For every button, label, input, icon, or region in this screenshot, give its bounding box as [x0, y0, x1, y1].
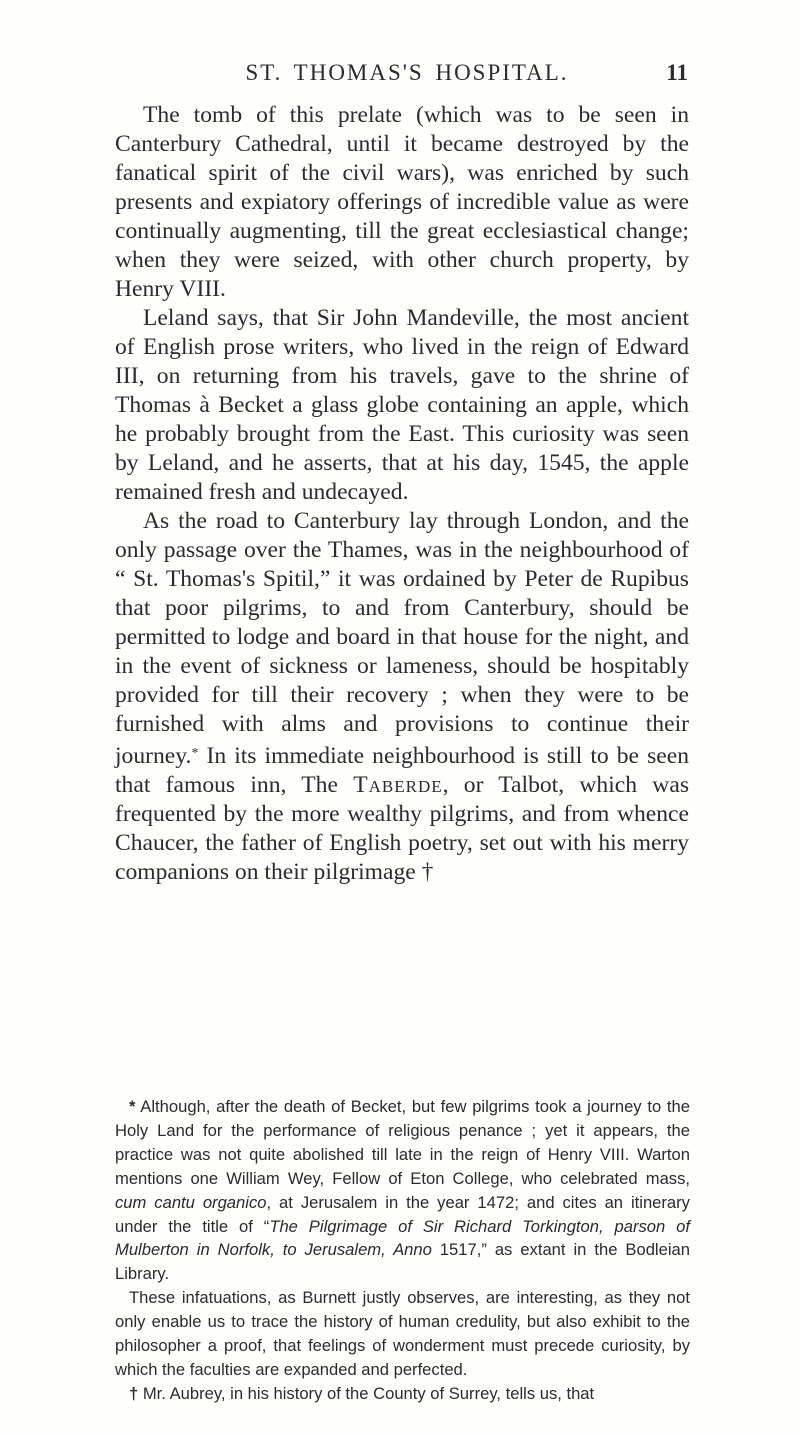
paragraph-leland: Leland says, that Sir John Mandeville, the most ancient of English prose writers, who lived in the reign of Edward III, on returning from his travels, gave to the shrine of Thomas à Becket a glass globe containing an apple, which he probably brought from the East. This curiosity was seen by Leland, and he asserts, that at his day, 1545, the apple remained fresh and undecayed.: [115, 305, 689, 505]
inn-name: Taberde: [353, 772, 443, 798]
running-head-title: ST. THOMAS'S HOSPITAL.: [245, 60, 569, 85]
footnote-reference-asterisk: *: [191, 746, 199, 761]
running-head: [186, 60, 688, 100]
footnote-mark: †: [129, 1383, 139, 1403]
body-text: [115, 101, 689, 887]
footnotes: [115, 1095, 690, 1406]
footnote-italic-title: The Pilgrimage of Sir Richard Torkington, parson of Mulberton in Norfolk, to Jerusalem, Anno: [115, 1216, 690, 1260]
footnote-reference-dagger: †: [421, 859, 434, 885]
footnote-text-part: Mr. Aubrey, in his history of the County of Surrey, tells us, that: [138, 1383, 595, 1403]
paragraph-text-part: As the road to Canterbury lay through London, and the only passage over the Thames, was in the neighbourhood of “ St. Thomas's Spitil,” it was ordained by Peter de Rupibus that poor pilgrims, to and from Canterbury, should be permitted to lodge and board in that house for the night, and in the event of sickness or lameness, should be hospitably provided for till their recovery ; when they were to be furnished with alms and provisions to continue their journey.: [115, 508, 689, 769]
footnote-mark: *: [129, 1097, 136, 1116]
paragraph-canterbury-road: [115, 507, 689, 887]
paragraph-text-part: In its immediate neighbourhood is still to be seen that famous inn, The: [115, 743, 689, 798]
footnote-dagger: [115, 1382, 690, 1406]
paragraph-tomb: The tomb of this prelate (which was to be seen in Canterbury Cathedral, until it became destroyed by the fanatical spirit of the civil wars), was enriched by such presents and expiatory offerings of incredible value as were continually augmenting, till the great ecclesiastical change; when they were seized, with other church property, by Henry VIII.: [115, 102, 689, 302]
footnote-italic-text: cum cantu organico: [115, 1192, 267, 1212]
footnote-text-part: 1517,” as extant in the Bodleian Library.: [115, 1240, 690, 1284]
page-number: 11: [666, 60, 688, 85]
footnote-continuation: These infatuations, as Burnett justly observes, are interesting, as they not only enable us to trace the history of human credulity, but also exhibit to the philosopher a proof, that feelings of wonderment must precede curiosity, by which the faculties are expanded and perfected.: [115, 1288, 690, 1379]
footnote-text-part: , at Jerusalem in the year 1472; and cites an itinerary under the title of “: [115, 1192, 690, 1236]
footnote-text-part: Although, after the death of Becket, but few pilgrims took a journey to the Holy Land for the performance of religious penance ; yet it appears, the practice was not quite abolished till late in the reign of Henry VIII. Warton mentions one William Wey, Fellow of Eton College, who celebrated mass,: [115, 1097, 690, 1188]
footnote-asterisk: [115, 1095, 690, 1286]
paragraph-text-part: , or Talbot, which was frequented by the more wealthy pilgrims, and from whence Chaucer, the father of English poetry, set out with his merry companions on their pilgrimage: [115, 772, 689, 885]
